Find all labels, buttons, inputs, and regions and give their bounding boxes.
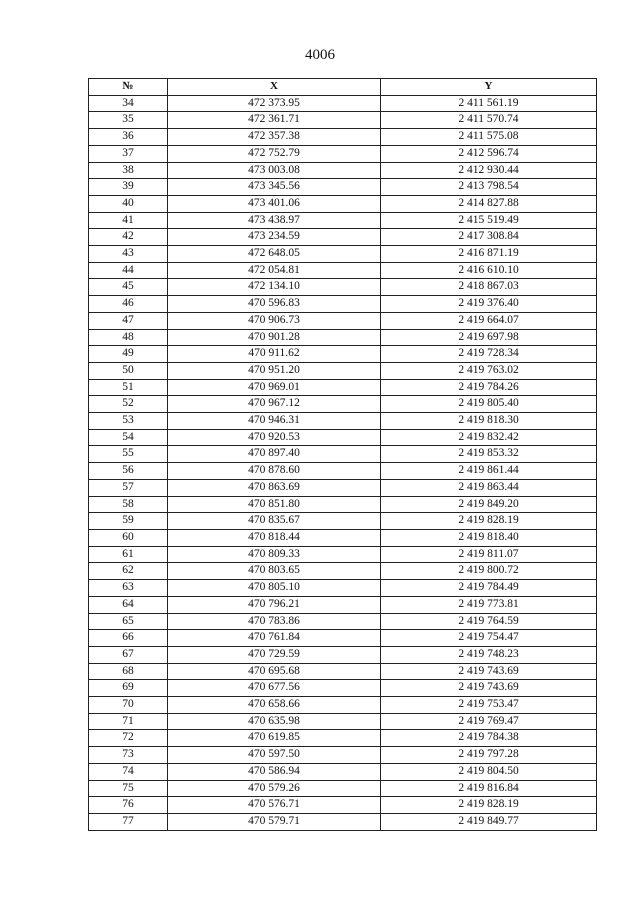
table-row [89, 813, 597, 830]
cell-y: 2 416 610.10 [381, 262, 597, 279]
cell-y: 2 413 798.54 [381, 179, 597, 196]
cell-x: 470 951.20 [168, 362, 381, 379]
table-row [89, 129, 597, 146]
table-row [89, 663, 597, 680]
cell-x: 473 234.59 [168, 229, 381, 246]
cell-x: 470 619.85 [168, 730, 381, 747]
page-number: 4006 [305, 47, 335, 63]
table-row [89, 680, 597, 697]
cell-x: 472 373.95 [168, 95, 381, 112]
cell-x: 472 648.05 [168, 246, 381, 263]
cell-number: 51 [89, 379, 168, 396]
cell-y: 2 419 811.07 [381, 546, 597, 563]
cell-number: 47 [89, 312, 168, 329]
cell-y: 2 419 849.20 [381, 496, 597, 513]
table-row [89, 112, 597, 129]
cell-number: 50 [89, 362, 168, 379]
table-row [89, 162, 597, 179]
table-row [89, 379, 597, 396]
table-row [89, 479, 597, 496]
cell-y: 2 419 697.98 [381, 329, 597, 346]
cell-x: 470 576.71 [168, 797, 381, 814]
table-row [89, 429, 597, 446]
cell-y: 2 419 863.44 [381, 479, 597, 496]
table-row [89, 312, 597, 329]
cell-number: 38 [89, 162, 168, 179]
cell-x: 470 695.68 [168, 663, 381, 680]
cell-y: 2 419 797.28 [381, 747, 597, 764]
table-row [89, 346, 597, 363]
table-row [89, 463, 597, 480]
cell-number: 46 [89, 296, 168, 313]
table-row [89, 413, 597, 430]
cell-x: 470 897.40 [168, 446, 381, 463]
cell-number: 65 [89, 613, 168, 630]
cell-number: 41 [89, 212, 168, 229]
cell-y: 2 419 849.77 [381, 813, 597, 830]
cell-number: 68 [89, 663, 168, 680]
cell-x: 470 818.44 [168, 529, 381, 546]
cell-y: 2 419 828.19 [381, 797, 597, 814]
cell-y: 2 419 784.26 [381, 379, 597, 396]
cell-x: 470 579.71 [168, 813, 381, 830]
table-row [89, 179, 597, 196]
cell-number: 35 [89, 112, 168, 129]
cell-x: 473 438.97 [168, 212, 381, 229]
table-row [89, 797, 597, 814]
table-row [89, 195, 597, 212]
cell-number: 40 [89, 195, 168, 212]
table-row [89, 446, 597, 463]
cell-number: 45 [89, 279, 168, 296]
cell-y: 2 419 743.69 [381, 663, 597, 680]
cell-x: 470 809.33 [168, 546, 381, 563]
cell-y: 2 419 828.19 [381, 513, 597, 530]
cell-number: 77 [89, 813, 168, 830]
cell-x: 470 967.12 [168, 396, 381, 413]
table-row [89, 646, 597, 663]
cell-x: 470 906.73 [168, 312, 381, 329]
cell-y: 2 419 376.40 [381, 296, 597, 313]
cell-number: 43 [89, 246, 168, 263]
cell-x: 470 761.84 [168, 630, 381, 647]
table-row [89, 329, 597, 346]
cell-y: 2 419 664.07 [381, 312, 597, 329]
cell-y: 2 419 754.47 [381, 630, 597, 647]
column-header-x: X [168, 79, 381, 96]
table-row [89, 396, 597, 413]
cell-y: 2 419 743.69 [381, 680, 597, 697]
table-header-row [89, 79, 597, 96]
table-row [89, 630, 597, 647]
cell-x: 470 579.26 [168, 780, 381, 797]
cell-number: 42 [89, 229, 168, 246]
cell-number: 70 [89, 697, 168, 714]
cell-y: 2 411 575.08 [381, 129, 597, 146]
cell-x: 470 729.59 [168, 646, 381, 663]
cell-x: 470 658.66 [168, 697, 381, 714]
cell-y: 2 419 818.40 [381, 529, 597, 546]
table-row [89, 262, 597, 279]
table-row [89, 145, 597, 162]
cell-y: 2 416 871.19 [381, 246, 597, 263]
table-row [89, 780, 597, 797]
cell-x: 470 596.83 [168, 296, 381, 313]
cell-y: 2 419 773.81 [381, 596, 597, 613]
column-header-number: № [89, 79, 168, 96]
cell-y: 2 419 853.32 [381, 446, 597, 463]
cell-x: 470 796.21 [168, 596, 381, 613]
table-row [89, 279, 597, 296]
cell-x: 470 803.65 [168, 563, 381, 580]
table-row [89, 596, 597, 613]
cell-number: 63 [89, 580, 168, 597]
cell-y: 2 419 816.84 [381, 780, 597, 797]
cell-number: 71 [89, 713, 168, 730]
cell-number: 69 [89, 680, 168, 697]
cell-number: 53 [89, 413, 168, 430]
cell-number: 72 [89, 730, 168, 747]
cell-x: 470 911.62 [168, 346, 381, 363]
cell-y: 2 414 827.88 [381, 195, 597, 212]
table-row [89, 697, 597, 714]
cell-x: 470 863.69 [168, 479, 381, 496]
cell-y: 2 412 596.74 [381, 145, 597, 162]
coordinates-table [88, 78, 597, 831]
cell-number: 60 [89, 529, 168, 546]
cell-y: 2 419 769.47 [381, 713, 597, 730]
cell-x: 472 752.79 [168, 145, 381, 162]
table-row [89, 713, 597, 730]
cell-y: 2 419 800.72 [381, 563, 597, 580]
cell-y: 2 419 804.50 [381, 763, 597, 780]
table-row [89, 563, 597, 580]
cell-x: 470 901.28 [168, 329, 381, 346]
cell-y: 2 419 753.47 [381, 697, 597, 714]
cell-x: 470 946.31 [168, 413, 381, 430]
cell-y: 2 419 728.34 [381, 346, 597, 363]
cell-number: 58 [89, 496, 168, 513]
cell-number: 56 [89, 463, 168, 480]
cell-y: 2 417 308.84 [381, 229, 597, 246]
cell-x: 470 878.60 [168, 463, 381, 480]
cell-x: 470 920.53 [168, 429, 381, 446]
cell-y: 2 419 818.30 [381, 413, 597, 430]
table-row [89, 763, 597, 780]
cell-x: 472 357.38 [168, 129, 381, 146]
table-row [89, 546, 597, 563]
cell-y: 2 415 519.49 [381, 212, 597, 229]
cell-number: 39 [89, 179, 168, 196]
table-row [89, 212, 597, 229]
table-row [89, 613, 597, 630]
cell-x: 472 054.81 [168, 262, 381, 279]
cell-number: 36 [89, 129, 168, 146]
cell-y: 2 419 805.40 [381, 396, 597, 413]
table-row [89, 496, 597, 513]
cell-x: 470 969.01 [168, 379, 381, 396]
table-row [89, 513, 597, 530]
cell-number: 73 [89, 747, 168, 764]
cell-number: 59 [89, 513, 168, 530]
cell-number: 55 [89, 446, 168, 463]
table-row [89, 229, 597, 246]
table-row [89, 246, 597, 263]
cell-number: 76 [89, 797, 168, 814]
cell-x: 470 635.98 [168, 713, 381, 730]
cell-y: 2 412 930.44 [381, 162, 597, 179]
cell-number: 57 [89, 479, 168, 496]
table-row [89, 95, 597, 112]
cell-number: 34 [89, 95, 168, 112]
table-row [89, 296, 597, 313]
cell-number: 74 [89, 763, 168, 780]
cell-number: 61 [89, 546, 168, 563]
cell-y: 2 419 784.38 [381, 730, 597, 747]
table-row [89, 730, 597, 747]
cell-y: 2 419 832.42 [381, 429, 597, 446]
cell-y: 2 419 748.23 [381, 646, 597, 663]
cell-y: 2 419 764.59 [381, 613, 597, 630]
cell-number: 62 [89, 563, 168, 580]
column-header-y: Y [381, 79, 597, 96]
table-row [89, 580, 597, 597]
table-row [89, 362, 597, 379]
cell-y: 2 419 763.02 [381, 362, 597, 379]
cell-number: 67 [89, 646, 168, 663]
cell-x: 472 134.10 [168, 279, 381, 296]
cell-number: 64 [89, 596, 168, 613]
cell-x: 470 597.50 [168, 747, 381, 764]
cell-x: 470 586.94 [168, 763, 381, 780]
cell-x: 472 361.71 [168, 112, 381, 129]
cell-number: 52 [89, 396, 168, 413]
cell-x: 473 003.08 [168, 162, 381, 179]
cell-x: 470 851.80 [168, 496, 381, 513]
table-row [89, 747, 597, 764]
cell-number: 48 [89, 329, 168, 346]
cell-x: 473 401.06 [168, 195, 381, 212]
cell-x: 470 783.86 [168, 613, 381, 630]
cell-y: 2 419 784.49 [381, 580, 597, 597]
cell-x: 473 345.56 [168, 179, 381, 196]
cell-number: 37 [89, 145, 168, 162]
cell-number: 75 [89, 780, 168, 797]
cell-number: 49 [89, 346, 168, 363]
cell-number: 66 [89, 630, 168, 647]
cell-y: 2 418 867.03 [381, 279, 597, 296]
cell-x: 470 835.67 [168, 513, 381, 530]
cell-x: 470 677.56 [168, 680, 381, 697]
cell-y: 2 411 561.19 [381, 95, 597, 112]
cell-x: 470 805.10 [168, 580, 381, 597]
cell-number: 44 [89, 262, 168, 279]
cell-number: 54 [89, 429, 168, 446]
table-row [89, 529, 597, 546]
cell-y: 2 411 570.74 [381, 112, 597, 129]
cell-y: 2 419 861.44 [381, 463, 597, 480]
